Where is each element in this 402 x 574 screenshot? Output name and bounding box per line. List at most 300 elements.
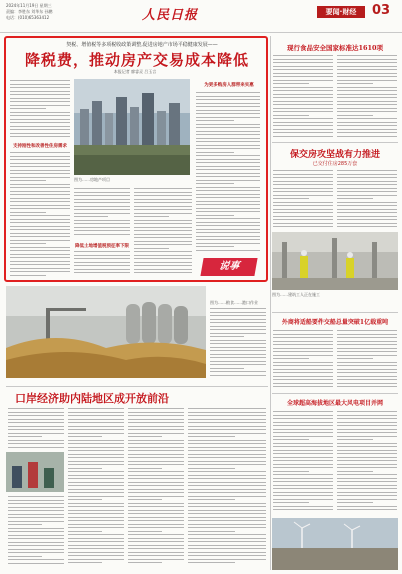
text-line — [74, 255, 130, 256]
contact-line: 电话：(010)65363412 — [6, 15, 50, 20]
text-line — [337, 362, 397, 363]
text-line — [273, 509, 333, 510]
text-line — [188, 541, 266, 542]
text-line — [337, 83, 373, 84]
bottom-headline[interactable]: 口岸经济助内陆地区成开放前沿 — [15, 392, 169, 405]
text-line — [134, 209, 192, 210]
text-line — [68, 506, 124, 507]
text-line — [74, 227, 130, 228]
text-line — [188, 436, 235, 437]
text-line — [68, 534, 124, 535]
text-line — [68, 482, 124, 483]
text-line — [68, 426, 124, 427]
text-line — [134, 216, 169, 217]
text-line — [188, 443, 266, 444]
text-line — [188, 506, 266, 507]
text-line — [128, 545, 184, 546]
text-line — [188, 503, 266, 504]
text-line — [273, 76, 333, 77]
text-line — [337, 334, 397, 335]
text-line — [337, 195, 397, 196]
text-line — [128, 461, 184, 462]
text-line — [68, 555, 124, 556]
text-line — [196, 211, 260, 212]
text-line — [196, 239, 260, 240]
text-line — [68, 503, 124, 504]
text-line — [210, 350, 266, 351]
text-line — [196, 155, 260, 156]
text-line — [273, 188, 333, 189]
text-line — [68, 513, 124, 514]
text-line — [134, 248, 169, 249]
date-line: 2024年11月19日 星期三 — [6, 3, 52, 8]
text-line — [10, 236, 70, 237]
text-line — [188, 468, 235, 469]
text-line — [10, 159, 70, 160]
text-line — [273, 111, 333, 112]
text-line — [10, 212, 46, 213]
right-mid-photo-caption: 图为……建筑工人正在施工 — [272, 292, 320, 297]
text-line — [188, 538, 266, 539]
text-line — [273, 118, 333, 119]
text-line — [210, 368, 244, 369]
text-line — [128, 527, 184, 528]
text-line — [128, 475, 184, 476]
text-line — [68, 496, 124, 497]
text-line — [337, 118, 397, 119]
text-line — [337, 66, 397, 67]
text-line — [188, 499, 235, 500]
text-line — [196, 120, 234, 121]
text-line — [210, 312, 266, 313]
text-line — [68, 440, 124, 441]
right-top-headline[interactable]: 现行食品安全国家标准达1610项 — [286, 44, 384, 52]
text-line — [273, 425, 333, 426]
text-line — [337, 341, 397, 342]
text-line — [128, 419, 184, 420]
text-line — [337, 212, 397, 213]
text-line — [273, 55, 333, 56]
text-line — [188, 426, 266, 427]
text-line — [273, 125, 333, 126]
text-line — [337, 87, 397, 88]
text-line — [337, 425, 397, 426]
text-line — [128, 559, 184, 560]
text-line — [337, 90, 397, 91]
text-line — [68, 436, 102, 437]
text-line — [188, 534, 266, 535]
text-line — [273, 330, 333, 331]
text-line — [10, 108, 46, 109]
text-line — [337, 188, 397, 189]
right-mid-headline[interactable]: 保交房攻坚战有力推进 — [289, 150, 380, 160]
text-line — [273, 69, 333, 70]
text-line — [273, 184, 333, 185]
text-line — [337, 509, 397, 510]
text-line — [8, 524, 42, 525]
text-line — [10, 275, 46, 276]
info-line: 责编：李胜东 刘华东 孙鹏 — [6, 9, 53, 14]
text-line — [128, 422, 184, 423]
text-line — [196, 96, 260, 97]
text-line — [337, 492, 397, 493]
text-line — [10, 177, 70, 178]
text-line — [10, 201, 70, 202]
text-line — [8, 440, 64, 441]
text-line — [337, 184, 397, 185]
text-line — [68, 457, 124, 458]
text-line — [273, 170, 333, 171]
text-line — [273, 59, 333, 60]
text-line — [188, 433, 266, 434]
text-line — [273, 439, 309, 440]
text-line — [188, 440, 266, 441]
text-line — [273, 457, 333, 458]
text-line — [8, 503, 64, 504]
text-line — [188, 447, 266, 448]
text-line — [337, 59, 397, 60]
text-line — [128, 415, 184, 416]
text-line — [128, 429, 184, 430]
text-line — [10, 112, 70, 113]
text-line — [273, 177, 333, 178]
text-line — [337, 337, 397, 338]
text-line — [68, 517, 124, 518]
text-line — [74, 202, 130, 203]
text-line — [10, 268, 70, 269]
text-line — [134, 237, 192, 238]
text-line — [188, 524, 266, 525]
text-line — [128, 520, 184, 521]
text-line — [337, 181, 397, 182]
text-line — [188, 489, 266, 490]
text-line — [210, 364, 266, 365]
text-line — [68, 510, 124, 511]
text-line — [10, 122, 70, 123]
text-line — [273, 369, 333, 370]
port-photo-caption: 图为……粮食……港口作业 — [210, 300, 258, 305]
text-line — [196, 106, 260, 107]
text-line — [128, 492, 184, 493]
text-line — [337, 226, 397, 227]
text-line — [134, 199, 192, 200]
text-line — [210, 326, 266, 327]
text-line — [128, 538, 184, 539]
text-line — [128, 506, 184, 507]
text-line — [273, 195, 333, 196]
wind-farm-image — [272, 518, 398, 570]
text-line — [10, 219, 70, 220]
lead-byline: 本报记者 廖睿灵 吕玉言 — [113, 69, 157, 74]
text-line — [188, 552, 266, 553]
text-line — [68, 545, 124, 546]
text-line — [196, 131, 260, 132]
text-line — [337, 76, 397, 77]
text-line — [337, 73, 397, 74]
text-line — [68, 552, 124, 553]
text-line — [68, 562, 102, 563]
text-line — [68, 471, 124, 472]
text-line — [337, 355, 397, 356]
text-line — [128, 482, 184, 483]
text-line — [210, 347, 266, 348]
text-line — [188, 461, 266, 462]
text-line — [8, 528, 64, 529]
text-line — [273, 492, 333, 493]
text-line — [196, 103, 260, 104]
text-line — [74, 262, 130, 263]
text-line — [273, 348, 333, 349]
text-line — [134, 192, 192, 193]
text-line — [337, 191, 397, 192]
lead-subhead-1: 支持刚性和改善性住房需求 — [13, 144, 67, 149]
text-line — [196, 110, 260, 111]
text-line — [196, 152, 234, 153]
text-line — [196, 215, 234, 216]
text-line — [74, 206, 130, 207]
text-line — [8, 563, 64, 564]
text-line — [134, 262, 192, 263]
text-line — [68, 489, 124, 490]
text-line — [10, 105, 70, 106]
text-line — [337, 125, 397, 126]
text-line — [188, 482, 266, 483]
text-line — [337, 478, 397, 479]
section-divider — [272, 312, 398, 313]
text-line — [337, 202, 397, 203]
text-line — [210, 357, 266, 358]
text-line — [196, 145, 260, 146]
text-line — [188, 419, 266, 420]
text-line — [10, 129, 70, 130]
text-line — [273, 104, 333, 105]
right-top-text — [273, 55, 333, 139]
text-line — [134, 258, 192, 259]
text-line — [196, 148, 260, 149]
text-line — [134, 269, 192, 270]
column-divider — [270, 36, 271, 570]
text-line — [68, 468, 102, 469]
text-line — [273, 181, 333, 182]
text-line — [188, 559, 266, 560]
text-line — [188, 412, 266, 413]
text-line — [134, 241, 192, 242]
text-line — [188, 513, 266, 514]
lead-kicker: 契税、增值税等多项税收政策调整,促进房地产市场平稳健康发展—— — [66, 42, 218, 48]
text-line — [134, 234, 192, 235]
text-line — [128, 503, 184, 504]
text-line — [337, 170, 397, 171]
text-line — [134, 213, 192, 214]
text-line — [337, 348, 397, 349]
text-line — [273, 66, 333, 67]
lead-subhead-2: 为更多购房人群带来实惠 — [204, 83, 254, 88]
text-line — [128, 443, 184, 444]
text-line — [210, 322, 266, 323]
text-line — [196, 141, 260, 142]
text-line — [134, 255, 192, 256]
text-line — [68, 548, 124, 549]
lead-text-column — [196, 92, 260, 254]
text-line — [337, 372, 397, 373]
lead-text-column — [134, 188, 192, 278]
text-line — [68, 461, 124, 462]
text-line — [337, 219, 397, 220]
text-line — [8, 443, 64, 444]
text-line — [273, 223, 333, 224]
right-mid-photo — [272, 232, 398, 290]
text-line — [74, 265, 130, 266]
text-line — [196, 232, 260, 233]
masthead — [0, 0, 402, 33]
text-line — [128, 478, 184, 479]
text-line — [10, 229, 70, 230]
text-line — [10, 215, 70, 216]
text-line — [273, 355, 333, 356]
text-line — [337, 351, 397, 352]
text-line — [337, 485, 397, 486]
text-line — [273, 212, 333, 213]
text-line — [273, 209, 333, 210]
text-line — [337, 129, 397, 130]
text-line — [273, 429, 333, 430]
text-line — [273, 485, 333, 486]
text-line — [134, 230, 192, 231]
text-line — [273, 450, 333, 451]
text-line — [196, 117, 260, 118]
text-line — [128, 489, 184, 490]
text-line — [188, 496, 266, 497]
text-line — [128, 436, 162, 437]
text-line — [337, 415, 397, 416]
text-line — [273, 499, 333, 500]
text-line — [10, 240, 70, 241]
text-line — [134, 195, 192, 196]
text-line — [128, 548, 184, 549]
text-line — [10, 80, 70, 81]
text-line — [273, 502, 309, 503]
text-line — [273, 136, 333, 137]
text-line — [128, 450, 184, 451]
text-line — [196, 208, 260, 209]
text-line — [68, 541, 124, 542]
text-line — [273, 481, 333, 482]
text-line — [128, 517, 184, 518]
text-line — [273, 379, 333, 380]
text-line — [8, 559, 64, 560]
text-line — [188, 422, 266, 423]
text-line — [68, 450, 124, 451]
text-line — [188, 464, 266, 465]
text-line — [68, 478, 124, 479]
text-line — [128, 464, 184, 465]
text-line — [74, 188, 130, 189]
section-divider — [6, 386, 268, 387]
text-line — [337, 174, 397, 175]
right-lower-text — [337, 330, 397, 390]
text-line — [273, 216, 333, 217]
text-line — [74, 234, 130, 235]
text-line — [337, 80, 397, 81]
text-line — [337, 436, 397, 437]
lead-photo — [74, 79, 190, 175]
text-line — [128, 433, 184, 434]
text-line — [10, 247, 70, 248]
text-line — [273, 202, 333, 203]
text-line — [8, 415, 64, 416]
text-line — [210, 315, 266, 316]
text-line — [210, 343, 266, 344]
section-divider — [272, 393, 398, 394]
text-line — [337, 411, 397, 412]
text-line — [10, 166, 70, 167]
text-line — [196, 180, 260, 181]
text-line — [273, 474, 333, 475]
text-line — [128, 562, 162, 563]
text-line — [8, 496, 64, 497]
text-line — [128, 499, 162, 500]
text-line — [273, 122, 333, 123]
text-line — [273, 372, 333, 373]
lead-headline[interactable]: 降税费，推动房产交易成本降低 — [24, 51, 249, 69]
text-line — [134, 272, 192, 273]
text-line — [10, 233, 70, 234]
bottom-text — [8, 408, 64, 450]
text-line — [68, 419, 124, 420]
text-line — [68, 538, 124, 539]
newspaper-logo: 人民日报 — [142, 8, 199, 23]
right-lower-headline-1[interactable]: 外商将适船要件交船总量突破1亿载重吨 — [281, 319, 389, 326]
text-line — [188, 478, 266, 479]
text-line — [337, 443, 397, 444]
text-line — [196, 229, 260, 230]
text-line — [273, 108, 333, 109]
text-line — [10, 194, 70, 195]
section-divider — [272, 142, 398, 143]
text-line — [188, 527, 266, 528]
text-line — [10, 254, 70, 255]
text-line — [273, 226, 333, 227]
text-line — [10, 101, 70, 102]
text-line — [10, 136, 70, 137]
right-lower-headline-2[interactable]: 全球超高海拔地区最大风电项目并网 — [286, 400, 383, 407]
text-line — [210, 329, 266, 330]
text-line — [273, 83, 309, 84]
text-line — [337, 104, 397, 105]
right-lower-text — [273, 330, 333, 390]
text-line — [273, 478, 333, 479]
text-line — [337, 471, 373, 472]
text-line — [10, 264, 70, 265]
lead-photo-caption: 图为……房地产项目 — [74, 177, 110, 182]
text-line — [68, 531, 102, 532]
text-line — [273, 351, 333, 352]
text-line — [273, 94, 333, 95]
text-line — [188, 520, 266, 521]
text-line — [337, 446, 397, 447]
text-line — [273, 365, 333, 366]
text-line — [337, 216, 397, 217]
text-line — [74, 192, 130, 193]
text-line — [74, 230, 130, 231]
text-line — [337, 460, 397, 461]
text-line — [337, 506, 397, 507]
text-line — [273, 362, 333, 363]
text-line — [128, 531, 162, 532]
text-line — [74, 269, 130, 270]
text-line — [74, 195, 130, 196]
text-line — [273, 341, 333, 342]
